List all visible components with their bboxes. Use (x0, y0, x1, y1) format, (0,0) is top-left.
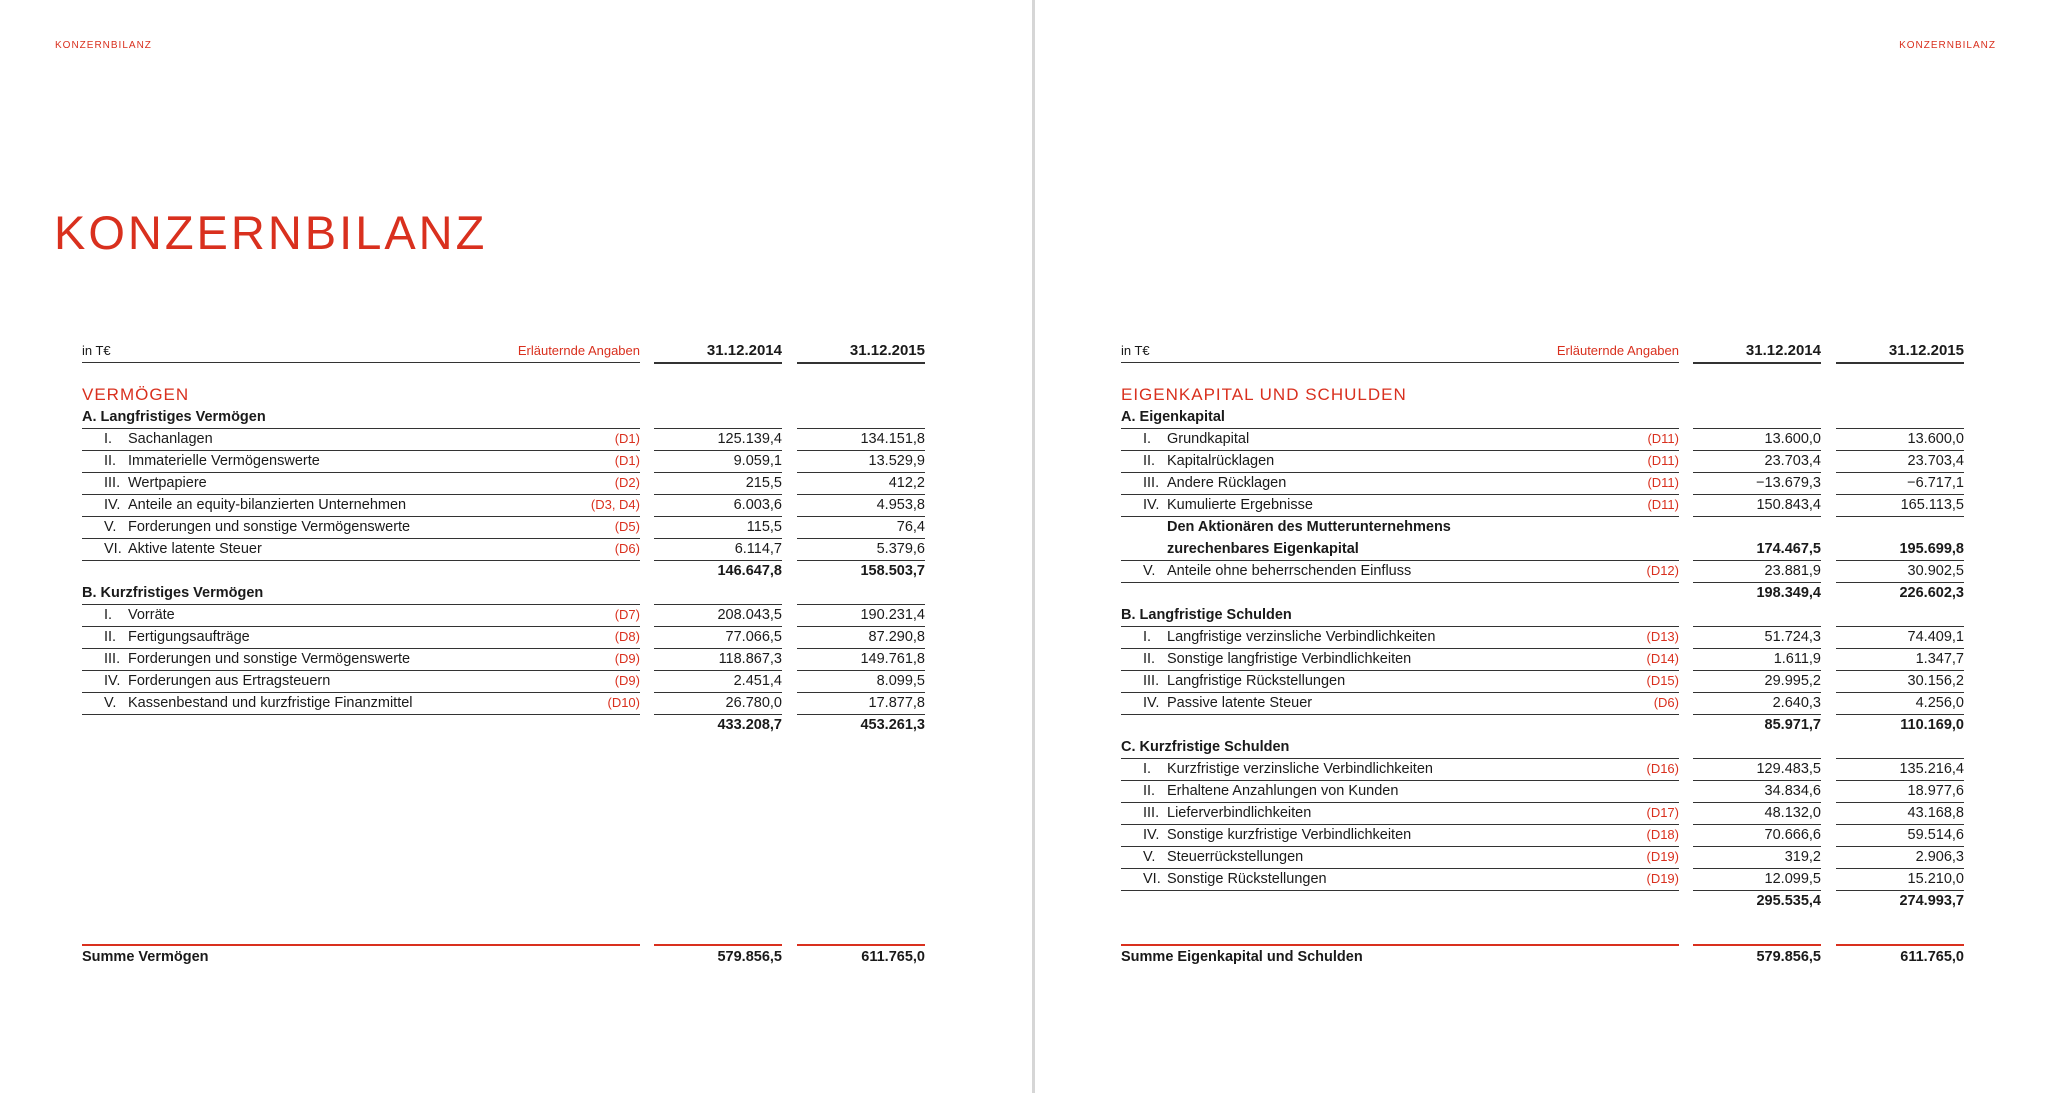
section-heading: VERMÖGEN (82, 385, 190, 404)
table-row (82, 450, 930, 472)
row-value-2015: 59.514,6 (1836, 824, 1964, 847)
row-value-2015: 149.761,8 (797, 648, 925, 671)
table-row (1121, 802, 1969, 824)
group-heading: A. Langfristiges Vermögen (82, 406, 930, 428)
row-label (1121, 758, 1679, 781)
row-label (1121, 802, 1679, 825)
row-roman: III. (1143, 475, 1160, 491)
unit-label: in T€ (1121, 343, 1150, 358)
row-value-2014: 26.780,0 (654, 692, 782, 715)
table-row (82, 692, 930, 714)
subtotal-row: 85.971,7 110.169,0 (1764, 717, 1964, 733)
row-value-2014: 208.043,5 (654, 604, 782, 627)
parent-equity-label-row: Den Aktionären des Mutterunternehmens (1167, 519, 1451, 535)
row-label (82, 494, 640, 517)
row-text: Wertpapiere (128, 475, 207, 491)
row-label (1121, 846, 1679, 869)
row-text: Lieferverbindlichkeiten (1167, 805, 1312, 821)
row-label (82, 538, 640, 561)
row-text: Vorräte (128, 607, 175, 623)
row-label (82, 472, 640, 495)
row-label (1121, 692, 1679, 715)
unit-label: in T€ (82, 343, 111, 358)
row-roman: IV. (1143, 497, 1160, 513)
table-row (1121, 670, 1969, 692)
subtotal-row: 198.349,4 226.602,3 (1756, 585, 1964, 601)
row-note: (D11) (1647, 453, 1679, 468)
row-value-2015: −6.717,1 (1836, 472, 1964, 495)
row-label (82, 450, 640, 473)
row-text: Forderungen aus Ertragsteuern (128, 673, 331, 689)
row-value-2014: 2.451,4 (654, 670, 782, 693)
column-2014-header: 31.12.2014 (654, 340, 782, 364)
row-text: Kurzfristige verzinsliche Verbindlichkeiten (1167, 761, 1433, 777)
row-roman: II. (1143, 651, 1156, 667)
row-label (1121, 670, 1679, 693)
row-text: Forderungen und sonstige Vermögenswerte (128, 651, 411, 667)
table-row (1121, 472, 1969, 494)
row-note: (D16) (1646, 761, 1679, 776)
row-label (82, 692, 640, 715)
row-label (1121, 428, 1679, 451)
row-roman: V. (104, 519, 117, 535)
row-text: Langfristige verzinsliche Verbindlichkeiten (1167, 629, 1436, 645)
row-note: (D6) (1653, 695, 1679, 710)
row-value-2015: 412,2 (797, 472, 925, 495)
row-note: (D3, D4) (590, 497, 640, 512)
row-value-2015: 15.210,0 (1836, 868, 1964, 891)
table-header (82, 340, 930, 362)
row-text: Fertigungsaufträge (128, 629, 250, 645)
row-value-2014: 115,5 (654, 516, 782, 539)
table-row (1121, 868, 1969, 890)
row-roman: II. (104, 629, 117, 645)
table-header (1121, 340, 1969, 362)
row-label (1121, 626, 1679, 649)
row-label (1121, 780, 1679, 803)
row-value-2015: 190.231,4 (797, 604, 925, 627)
table-row (1121, 626, 1969, 648)
table-row (82, 494, 930, 516)
row-note: (D19) (1646, 849, 1679, 864)
row-label (82, 428, 640, 451)
row-note: (D9) (614, 673, 640, 688)
parent-equity-row: zurechenbares Eigenkapital 174.467,5 195.699,8 (1121, 538, 1969, 560)
row-value-2014: 215,5 (654, 472, 782, 495)
row-note: (D7) (614, 607, 640, 622)
row-roman: II. (104, 453, 117, 469)
row-value-2014: 125.139,4 (654, 428, 782, 451)
row-value-2014: 6.003,6 (654, 494, 782, 517)
row-text: Steuerrückstellungen (1167, 849, 1304, 865)
row-roman: IV. (104, 673, 121, 689)
table-row (1121, 428, 1969, 450)
row-roman: III. (104, 475, 121, 491)
table-row (1121, 780, 1969, 802)
total-row: Summe Eigenkapital und Schulden 579.856,5 611.765,0 (1121, 944, 1969, 966)
row-value-2015: 13.600,0 (1836, 428, 1964, 451)
row-text: Kapitalrücklagen (1167, 453, 1275, 469)
row-note: (D11) (1647, 475, 1679, 490)
row-value-2014: 1.611,9 (1693, 648, 1821, 671)
table-row (1121, 824, 1969, 846)
row-value-2015: 4.953,8 (797, 494, 925, 517)
row-roman: II. (1143, 453, 1156, 469)
table-row (82, 428, 930, 450)
row-roman: III. (1143, 673, 1160, 689)
row-label (82, 604, 640, 627)
row-value-2014: 150.843,4 (1693, 494, 1821, 517)
table-row (82, 538, 930, 560)
row-text: Passive latente Steuer (1167, 695, 1313, 711)
row-text: Kumulierte Ergebnisse (1167, 497, 1313, 513)
row-note: (D19) (1646, 871, 1679, 886)
subtotal-row: 295.535,4 274.993,7 (1756, 893, 1964, 909)
group-heading: B. Langfristige Schulden (1121, 604, 1969, 626)
row-value-2014: 34.834,6 (1693, 780, 1821, 803)
row-note: (D17) (1646, 805, 1679, 820)
row-roman: IV. (104, 497, 121, 513)
row-value-2015: 43.168,8 (1836, 802, 1964, 825)
row-roman: I. (1143, 431, 1152, 447)
row-note: (D9) (614, 651, 640, 666)
table-row (82, 670, 930, 692)
row-value-2014: 29.995,2 (1693, 670, 1821, 693)
row-note: (D1) (614, 431, 640, 446)
page-title: KONZERNBILANZ (54, 206, 488, 259)
row-note: (D8) (614, 629, 640, 644)
row-value-2014: 319,2 (1693, 846, 1821, 869)
table-row (82, 648, 930, 670)
row-label (1121, 824, 1679, 847)
row-note: (D15) (1646, 673, 1679, 688)
row-text: Kassenbestand und kurzfristige Finanzmittel (128, 695, 413, 711)
row-roman: I. (1143, 761, 1152, 777)
table-row (82, 472, 930, 494)
row-text: Sonstige langfristige Verbindlichkeiten (1167, 651, 1412, 667)
row-note: (D5) (614, 519, 640, 534)
section-heading: EIGENKAPITAL UND SCHULDEN (1121, 385, 1407, 404)
row-text: Sachanlagen (128, 431, 213, 447)
row-value-2015: 5.379,6 (797, 538, 925, 561)
notes-column-label: Erläuternde Angaben (517, 343, 640, 358)
row-label (82, 648, 640, 671)
row-label (82, 670, 640, 693)
row-text: Langfristige Rückstellungen (1167, 673, 1346, 689)
row-value-2015: 17.877,8 (797, 692, 925, 715)
table-row (1121, 758, 1969, 780)
row-text: Immaterielle Vermögenswerte (128, 453, 320, 469)
row-label (1121, 868, 1679, 891)
row-value-2015: 1.347,7 (1836, 648, 1964, 671)
row-value-2015: 76,4 (797, 516, 925, 539)
column-2015-header: 31.12.2015 (1836, 340, 1964, 364)
row-value-2015: 8.099,5 (797, 670, 925, 693)
row-note: (D1) (614, 453, 640, 468)
row-value-2015: 13.529,9 (797, 450, 925, 473)
row-roman: I. (1143, 629, 1152, 645)
table-row (82, 626, 930, 648)
table-row (1121, 494, 1969, 516)
row-roman: III. (104, 651, 121, 667)
row-value-2015: 23.703,4 (1836, 450, 1964, 473)
row-roman: V. (104, 695, 117, 711)
row-label (1121, 450, 1679, 473)
row-value-2014: 9.059,1 (654, 450, 782, 473)
row-note: (D14) (1646, 651, 1679, 666)
row-value-2014: 2.640,3 (1693, 692, 1821, 715)
subtotal-row: 433.208,7 453.261,3 (717, 717, 925, 733)
group-heading: C. Kurzfristige Schulden (1121, 736, 1969, 758)
row-value-2014: 23.703,4 (1693, 450, 1821, 473)
row-roman: IV. (1143, 695, 1160, 711)
row-roman: III. (1143, 805, 1160, 821)
row-value-2014: −13.679,3 (1693, 472, 1821, 495)
page-spread-divider (1032, 0, 1035, 1093)
row-value-2014: 118.867,3 (654, 648, 782, 671)
row-value-2015: 30.156,2 (1836, 670, 1964, 693)
row-value-2014: 77.066,5 (654, 626, 782, 649)
row-value-2015: 134.151,8 (797, 428, 925, 451)
table-row (82, 604, 930, 626)
row-roman: VI. (104, 541, 122, 557)
row-note: (D18) (1646, 827, 1679, 842)
row-note: (D10) (607, 695, 640, 710)
row-note: (D11) (1647, 431, 1679, 446)
row-value-2015: 18.977,6 (1836, 780, 1964, 803)
table-row (1121, 450, 1969, 472)
table-row: V. Anteile ohne beherrschenden Einfluss (D12) 23.881,9 30.902,5 (1121, 560, 1969, 582)
row-value-2015: 74.409,1 (1836, 626, 1964, 649)
row-value-2015: 87.290,8 (797, 626, 925, 649)
row-label (82, 626, 640, 649)
row-note: (D6) (614, 541, 640, 556)
table-row (82, 516, 930, 538)
row-value-2014: 13.600,0 (1693, 428, 1821, 451)
row-label (1121, 494, 1679, 517)
running-head-left: KONZERNBILANZ (55, 40, 152, 51)
row-value-2014: 51.724,3 (1693, 626, 1821, 649)
row-value-2015: 2.906,3 (1836, 846, 1964, 869)
row-label (1121, 648, 1679, 671)
row-roman: IV. (1143, 827, 1160, 843)
row-text: Aktive latente Steuer (128, 541, 262, 557)
row-value-2014: 6.114,7 (654, 538, 782, 561)
row-text: Sonstige kurzfristige Verbindlichkeiten (1167, 827, 1412, 843)
table-row (1121, 846, 1969, 868)
row-text: Grundkapital (1167, 431, 1250, 447)
column-2015-header: 31.12.2015 (797, 340, 925, 364)
total-row: Summe Vermögen 579.856,5 611.765,0 (82, 944, 930, 966)
subtotal-row: 146.647,8 158.503,7 (717, 563, 925, 579)
row-value-2014: 12.099,5 (1693, 868, 1821, 891)
row-value-2014: 129.483,5 (1693, 758, 1821, 781)
row-roman: II. (1143, 783, 1156, 799)
row-roman: VI. (1143, 871, 1161, 887)
row-label (82, 516, 640, 539)
row-value-2015: 135.216,4 (1836, 758, 1964, 781)
row-text: Erhaltene Anzahlungen von Kunden (1167, 783, 1399, 799)
row-text: Andere Rücklagen (1167, 475, 1287, 491)
table-row (1121, 692, 1969, 714)
row-label (1121, 472, 1679, 495)
row-note: (D2) (614, 475, 640, 490)
notes-column-label: Erläuternde Angaben (1556, 343, 1679, 358)
row-value-2015: 165.113,5 (1836, 494, 1964, 517)
row-text: Forderungen und sonstige Vermögenswerte (128, 519, 411, 535)
table-row (1121, 648, 1969, 670)
column-2014-header: 31.12.2014 (1693, 340, 1821, 364)
row-roman: I. (104, 431, 113, 447)
row-note: (D13) (1646, 629, 1679, 644)
row-text: Sonstige Rückstellungen (1167, 871, 1327, 887)
group-heading: A. Eigenkapital (1121, 406, 1969, 428)
row-value-2014: 70.666,6 (1693, 824, 1821, 847)
row-roman: V. (1143, 849, 1156, 865)
row-value-2014: 48.132,0 (1693, 802, 1821, 825)
row-text: Anteile an equity-bilanzierten Unternehmen (128, 497, 407, 513)
row-value-2015: 4.256,0 (1836, 692, 1964, 715)
group-heading: B. Kurzfristiges Vermögen (82, 582, 930, 604)
row-note: (D11) (1647, 497, 1679, 512)
running-head-right: KONZERNBILANZ (1899, 40, 1996, 51)
row-roman: I. (104, 607, 113, 623)
